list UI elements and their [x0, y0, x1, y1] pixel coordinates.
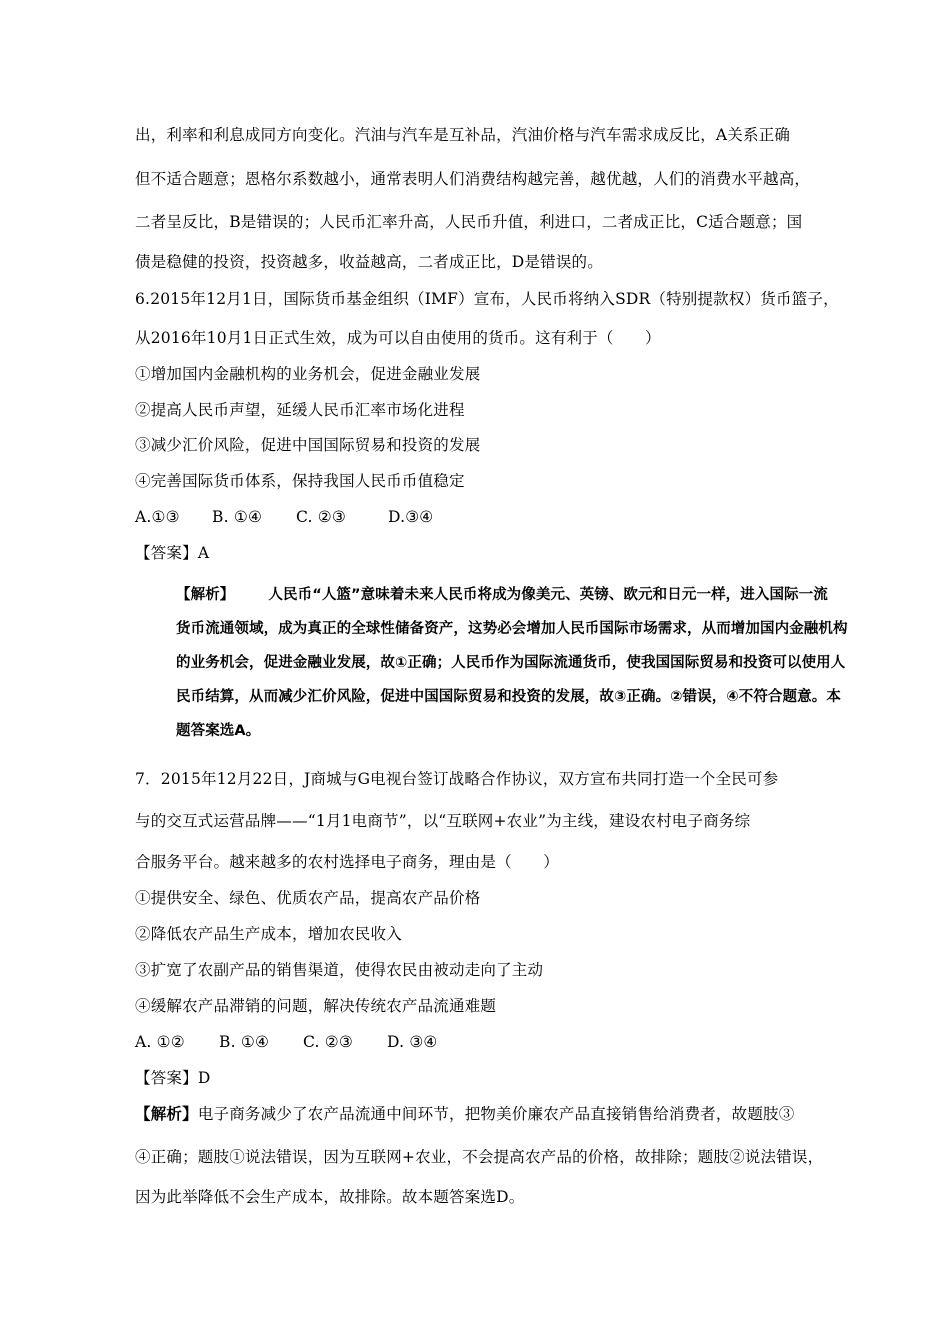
q6-choices — [135, 506, 433, 528]
q6-analysis-line-2: 货币流通领域，成为真正的全球性储备资产，这势必会增加人民币国际市场需求，从而增加国内金融机构 — [176, 621, 848, 637]
prev-analysis-line-2: 但不适合题意；恩格尔系数越小，通常表明人们消费结构越完善，越优越，人们的消费水平越高， — [135, 170, 811, 188]
q7-answer-tag: 【答案】 — [135, 1069, 198, 1087]
q7-option-3: ③扩宽了农副产品的销售渠道，使得农民由被动走向了主动 — [135, 961, 544, 979]
q7-choice-d: D. ③④ — [387, 1033, 438, 1051]
q7-stem-line-2: 与的交互式运营品牌——“1月1电商节”，以“互联网+农业”为主线，建设农村电子商务综 — [135, 812, 751, 830]
q7-stem-line-3: 合服务平台。越来越多的农村选择电子商务，理由是（ ） — [135, 853, 559, 871]
q6-answer-value: A — [197, 544, 210, 562]
q6-choice-b: B. ①④ — [212, 508, 263, 526]
q7-choice-b: B. ①④ — [219, 1033, 270, 1051]
q6-choice-c: C. ②③ — [296, 508, 346, 526]
q6-option-1: ①增加国内金融机构的业务机会，促进金融业发展 — [135, 365, 481, 383]
q7-option-1: ①提供安全、绿色、优质农产品，提高农产品价格 — [135, 889, 481, 907]
q7-answer — [135, 1067, 210, 1089]
q6-choice-d: D.③④ — [388, 508, 434, 526]
q7-answer-value: D — [197, 1069, 211, 1087]
q6-option-3: ③减少汇价风险，促进中国国际贸易和投资的发展 — [135, 436, 481, 454]
q6-analysis-line-3: 的业务机会，促进金融业发展，故①正确；人民币作为国际流通货币，使我国国际贸易和投资可以使用人 — [176, 655, 846, 671]
q6-choice-a: A.①③ — [135, 508, 180, 526]
prev-analysis-line-3: 二者呈反比，B是错误的；人民币汇率升高，人民币升值，利进口，二者成正比，C适合题意；国 — [135, 213, 803, 231]
q7-choice-a: A. ①② — [135, 1033, 185, 1051]
q6-analysis-line-4: 民币结算，从而减少汇价风险，促进中国国际贸易和投资的发展，故③正确。②错误，④不符合题意。本 — [176, 689, 841, 705]
q6-answer-tag: 【答案】 — [135, 544, 198, 562]
q7-choice-c: C. ②③ — [303, 1033, 353, 1051]
q6-stem-line-2: 从2016年10月1日正式生效，成为可以自由使用的货币。这有利于（ ） — [135, 329, 661, 347]
q7-analysis-line-2: ④正确；题肢①说法错误，因为互联网+农业，不会提高农产品的价格，故排除；题肢②说法错误， — [135, 1148, 824, 1166]
q6-option-4: ④完善国际货币体系，保持我国人民币币值稳定 — [135, 472, 465, 490]
prev-analysis-line-1: 出，利率和利息成同方向变化。汽油与汽车是互补品，汽油价格与汽车需求成反比，A关系正确 — [135, 126, 791, 144]
q7-option-2: ②降低农产品生产成本，增加农民收入 — [135, 925, 402, 943]
q7-stem-line-1: 7．2015年12月22日，J商城与G电视台签订战略合作协议，双方宣布共同打造一个全民可参 — [135, 770, 779, 788]
q6-answer — [135, 542, 209, 564]
q6-analysis-line-1: 【解析】 人民币“人篮”意味着未来人民币将成为像美元、英镑、欧元和日元一样，进入国际一流 — [176, 587, 828, 603]
q6-stem-line-1: 6.2015年12月1日，国际货币基金组织（IMF）宣布，人民币将纳入SDR（特别提款权）货币篮子， — [135, 290, 839, 308]
q6-analysis-tag: 【解析】 — [176, 587, 235, 603]
q7-choices — [135, 1031, 438, 1053]
q7-analysis-line-1: 【解析】电子商务减少了农产品流通中间环节，把物美价廉农产品直接销售给消费者，故题肢③ — [135, 1104, 795, 1123]
q7-option-4: ④缓解农产品滞销的问题，解决传统农产品流通难题 — [135, 997, 497, 1015]
q6-analysis-line-5: 题答案选A。 — [176, 723, 261, 739]
q7-analysis-tag: 【解析】 — [135, 1104, 198, 1123]
q6-option-2: ②提高人民币声望，延缓人民币汇率市场化进程 — [135, 401, 465, 419]
prev-analysis-line-4: 债是稳健的投资，投资越多，收益越高，二者成正比，D是错误的。 — [135, 253, 603, 271]
q7-analysis-line-3: 因为此举降低不会生产成本，故排除。故本题答案选D。 — [135, 1188, 525, 1206]
